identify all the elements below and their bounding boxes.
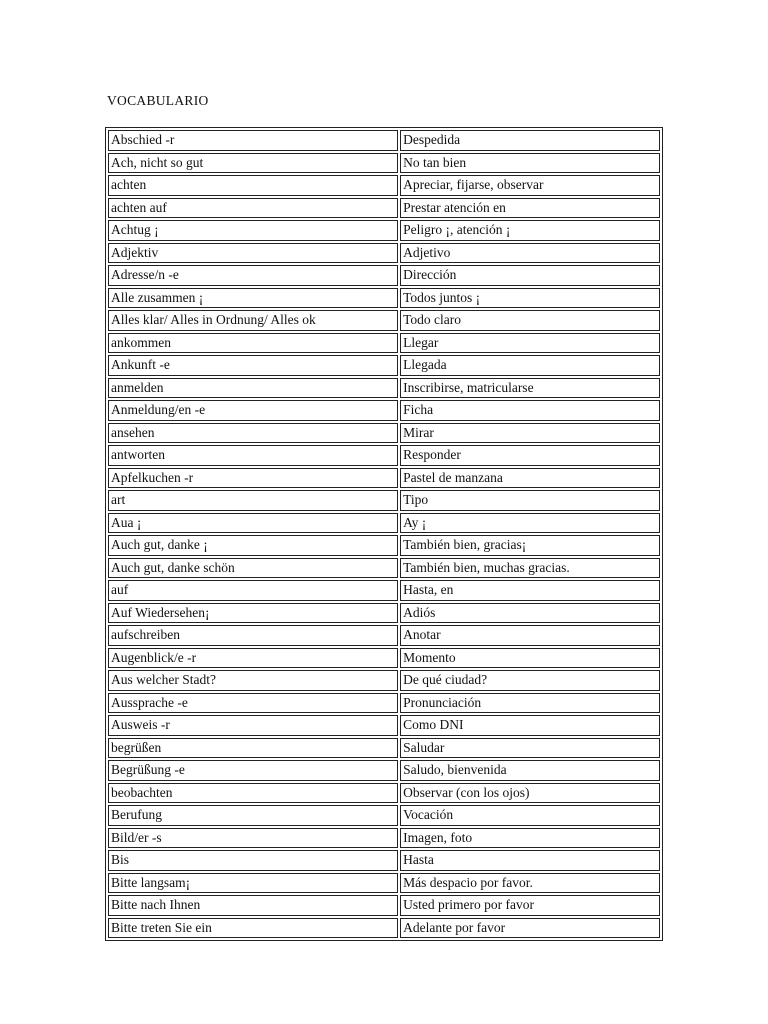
spanish-translation-cell: También bien, gracias¡ [400,535,660,556]
table-row [108,265,660,286]
table-row [108,220,660,241]
german-term-cell: begrüßen [108,738,398,759]
spanish-translation-cell: Apreciar, fijarse, observar [400,175,660,196]
spanish-translation-cell: Más despacio por favor. [400,873,660,894]
german-term-cell: Anmeldung/en -e [108,400,398,421]
spanish-translation-cell: Vocación [400,805,660,826]
german-term-cell: aufschreiben [108,625,398,646]
german-term-cell: ankommen [108,333,398,354]
table-row [108,535,660,556]
spanish-translation-cell: Hasta [400,850,660,871]
german-term-cell: auf [108,580,398,601]
german-term-cell: Achtug ¡ [108,220,398,241]
table-row [108,670,660,691]
table-row [108,850,660,871]
table-row [108,715,660,736]
spanish-translation-cell: Usted primero por favor [400,895,660,916]
table-row [108,355,660,376]
spanish-translation-cell: Saludar [400,738,660,759]
german-term-cell: Auch gut, danke ¡ [108,535,398,556]
german-term-cell: Abschied -r [108,130,398,151]
german-term-cell: Ausweis -r [108,715,398,736]
spanish-translation-cell: Como DNI [400,715,660,736]
page-title: VOCABULARIO [107,93,209,108]
spanish-translation-cell: Ay ¡ [400,513,660,534]
spanish-translation-cell: Anotar [400,625,660,646]
table-row [108,873,660,894]
spanish-translation-cell: Responder [400,445,660,466]
spanish-translation-cell: Pastel de manzana [400,468,660,489]
german-term-cell: achten auf [108,198,398,219]
spanish-translation-cell: Prestar atención en [400,198,660,219]
table-row [108,895,660,916]
spanish-translation-cell: Observar (con los ojos) [400,783,660,804]
table-row [108,445,660,466]
german-term-cell: ansehen [108,423,398,444]
spanish-translation-cell: Despedida [400,130,660,151]
spanish-translation-cell: Dirección [400,265,660,286]
spanish-translation-cell: Pronunciación [400,693,660,714]
table-row [108,603,660,624]
table-row [108,288,660,309]
german-term-cell: Aua ¡ [108,513,398,534]
spanish-translation-cell: Momento [400,648,660,669]
german-term-cell: Berufung [108,805,398,826]
vocabulary-table-body [108,130,660,938]
table-row [108,625,660,646]
spanish-translation-cell: De qué ciudad? [400,670,660,691]
spanish-translation-cell: Ficha [400,400,660,421]
table-row [108,153,660,174]
spanish-translation-cell: Hasta, en [400,580,660,601]
table-row [108,378,660,399]
spanish-translation-cell: Adiós [400,603,660,624]
german-term-cell: Auf Wiedersehen¡ [108,603,398,624]
german-term-cell: Aus welcher Stadt? [108,670,398,691]
german-term-cell: Alle zusammen ¡ [108,288,398,309]
table-row [108,828,660,849]
german-term-cell: Bitte nach Ihnen [108,895,398,916]
german-term-cell: Adresse/n -e [108,265,398,286]
table-row [108,468,660,489]
german-term-cell: Aussprache -e [108,693,398,714]
spanish-translation-cell: Imagen, foto [400,828,660,849]
spanish-translation-cell: Mirar [400,423,660,444]
table-row [108,423,660,444]
spanish-translation-cell: No tan bien [400,153,660,174]
table-row [108,738,660,759]
table-row [108,198,660,219]
table-row [108,648,660,669]
spanish-translation-cell: Todos juntos ¡ [400,288,660,309]
german-term-cell: Begrüßung -e [108,760,398,781]
spanish-translation-cell: Saludo, bienvenida [400,760,660,781]
german-term-cell: Bitte treten Sie ein [108,918,398,939]
german-term-cell: antworten [108,445,398,466]
table-row [108,918,660,939]
table-row [108,333,660,354]
table-row [108,805,660,826]
table-row [108,513,660,534]
spanish-translation-cell: Adjetivo [400,243,660,264]
german-term-cell: achten [108,175,398,196]
table-row [108,693,660,714]
german-term-cell: Alles klar/ Alles in Ordnung/ Alles ok [108,310,398,331]
table-row [108,558,660,579]
table-row [108,175,660,196]
german-term-cell: Bis [108,850,398,871]
table-row [108,310,660,331]
german-term-cell: Adjektiv [108,243,398,264]
spanish-translation-cell: Llegada [400,355,660,376]
german-term-cell: art [108,490,398,511]
spanish-translation-cell: Tipo [400,490,660,511]
german-term-cell: Augenblick/e -r [108,648,398,669]
german-term-cell: Ach, nicht so gut [108,153,398,174]
spanish-translation-cell: Todo claro [400,310,660,331]
spanish-translation-cell: Inscribirse, matricularse [400,378,660,399]
german-term-cell: Auch gut, danke schön [108,558,398,579]
table-row [108,783,660,804]
german-term-cell: anmelden [108,378,398,399]
german-term-cell: Ankunft -e [108,355,398,376]
german-term-cell: Bitte langsam¡ [108,873,398,894]
vocabulary-table [105,127,663,941]
table-row [108,760,660,781]
german-term-cell: Bild/er -s [108,828,398,849]
spanish-translation-cell: Adelante por favor [400,918,660,939]
spanish-translation-cell: También bien, muchas gracias. [400,558,660,579]
spanish-translation-cell: Peligro ¡, atención ¡ [400,220,660,241]
table-row [108,400,660,421]
table-row [108,580,660,601]
table-row [108,243,660,264]
table-row [108,130,660,151]
german-term-cell: beobachten [108,783,398,804]
table-row [108,490,660,511]
german-term-cell: Apfelkuchen -r [108,468,398,489]
spanish-translation-cell: Llegar [400,333,660,354]
